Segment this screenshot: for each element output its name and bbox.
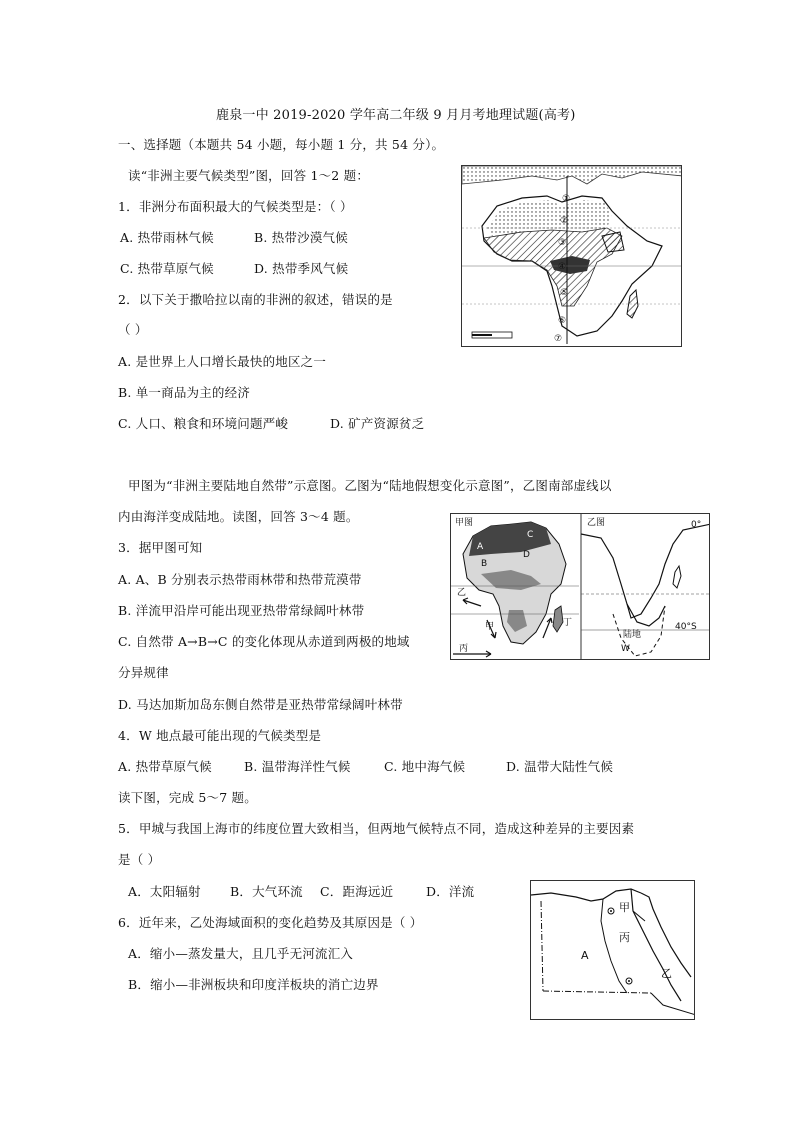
q1-option-b[interactable]: B. 热带沙漠气候 (254, 230, 348, 245)
q3-option-c-cont: 分异规律 (118, 665, 169, 680)
africa-climate-map (461, 165, 682, 347)
q2-option-c[interactable]: C. 人口、粮食和环境问题严峻 (118, 416, 289, 431)
map1-label-4: ④ (558, 262, 567, 272)
q3-option-d[interactable]: D. 马达加斯加岛东侧自然带是亚热带常绿阔叶林带 (118, 697, 403, 712)
africa-climate-map-svg (462, 166, 682, 347)
zone-c-label: C (527, 530, 534, 540)
intro-q3-4-line1: 甲图为“非洲主要陆地自然带”示意图。乙图为“陆地假想变化示意图”，乙图南部虚线以 (128, 478, 612, 493)
current-ding-label: 丁 (563, 618, 573, 628)
q2-option-a[interactable]: A. 是世界上人口增长最快的地区之一 (118, 354, 327, 369)
q1-option-c[interactable]: C. 热带草原气候 (120, 261, 214, 276)
q6-option-a[interactable]: A．缩小—蒸发量大，且几乎无河流汇入 (128, 946, 354, 961)
q4-stem: 4．W 地点最可能出现的气候类型是 (118, 728, 322, 743)
q5-option-b[interactable]: B．大气环流 (230, 884, 303, 899)
current-jia-label: 甲 (485, 622, 495, 632)
map1-label-5: ⑤ (560, 288, 569, 298)
w-point-label: W (621, 644, 630, 654)
intro-q5-7: 读下图，完成 5～7 题。 (118, 790, 257, 805)
map1-label-7: ⑦ (554, 334, 563, 344)
intro-q1-2: 读“非洲主要气候类型”图，回答 1～2 题： (128, 168, 370, 183)
q2-stem: 2．以下关于撒哈拉以南的非洲的叙述，错误的是 (118, 292, 393, 307)
map3-jia-label: 甲 (619, 901, 630, 914)
current-bing-label: 丙 (459, 644, 469, 654)
lon-0-label: 0° (691, 520, 702, 530)
natural-zones-map (450, 513, 710, 660)
map1-label-1: ① (562, 194, 571, 204)
page-title: 鹿泉一中 2019-2020 学年高二年级 9 月月考地理试题(高考) (216, 108, 576, 123)
q3-option-b[interactable]: B. 洋流甲沿岸可能出现亚热带常绿阔叶林带 (118, 603, 365, 618)
map3-yi-label: 乙 (661, 967, 672, 980)
zone-a-label: A (477, 542, 484, 552)
q5-option-a[interactable]: A．太阳辐射 (128, 884, 201, 899)
egypt-red-sea-map-svg (531, 881, 695, 1020)
map3-bing-label: 丙 (619, 931, 630, 944)
section-heading: 一、选择题（本题共 54 小题，每小题 1 分，共 54 分）。 (118, 137, 445, 152)
q6-option-b[interactable]: B．缩小—非洲板块和印度洋板块的消亡边界 (128, 977, 379, 992)
land-label: 陆地 (623, 630, 642, 640)
intro-q3-4-line2: 内由海洋变成陆地。读图，回答 3～4 题。 (118, 509, 359, 524)
q5-stem-cont: 是（ ） (118, 852, 161, 867)
q3-option-c[interactable]: C. 自然带 A→B→C 的变化体现从赤道到两极的地域 (118, 634, 410, 649)
q4-option-c[interactable]: C. 地中海气候 (384, 759, 466, 774)
q1-stem: 1．非洲分布面积最大的气候类型是：（ ） (118, 199, 353, 214)
natural-zones-map-svg (451, 514, 710, 660)
map1-label-2: ② (560, 216, 569, 226)
q1-option-a[interactable]: A. 热带雨林气候 (120, 230, 214, 245)
current-yi-label: 乙 (457, 588, 467, 598)
lat-40s-label: 40°S (675, 622, 697, 632)
egypt-red-sea-map (530, 880, 695, 1020)
q4-option-a[interactable]: A. 热带草原气候 (118, 759, 212, 774)
q6-stem: 6．近年来，乙处海域面积的变化趋势及其原因是（ ） (118, 915, 423, 930)
q4-option-b[interactable]: B. 温带海洋性气候 (244, 759, 351, 774)
q2-option-d[interactable]: D. 矿产资源贫乏 (330, 416, 425, 431)
zone-d-label: D (523, 550, 530, 560)
map3-a-label: A (581, 949, 589, 962)
zone-b-label: B (481, 559, 488, 569)
q5-stem: 5．甲城与我国上海市的纬度位置大致相当，但两地气候特点不同，造成这种差异的主要因素 (118, 821, 635, 836)
yi-map-title: 乙图 (587, 518, 606, 528)
q3-option-a[interactable]: A. A、B 分别表示热带雨林带和热带荒漠带 (118, 572, 362, 587)
map1-label-6: ⑥ (558, 316, 567, 326)
map1-label-3: ③ (558, 238, 567, 248)
q3-stem: 3．据甲图可知 (118, 540, 203, 555)
q2-answer-paren: （ ） (118, 322, 148, 337)
q2-option-b[interactable]: B. 单一商品为主的经济 (118, 385, 251, 400)
q4-option-d[interactable]: D. 温带大陆性气候 (506, 759, 614, 774)
jia-map-title: 甲图 (455, 518, 474, 528)
q5-option-d[interactable]: D．洋流 (426, 884, 475, 899)
q5-option-c[interactable]: C．距海远近 (320, 884, 394, 899)
q1-option-d[interactable]: D. 热带季风气候 (254, 261, 349, 276)
